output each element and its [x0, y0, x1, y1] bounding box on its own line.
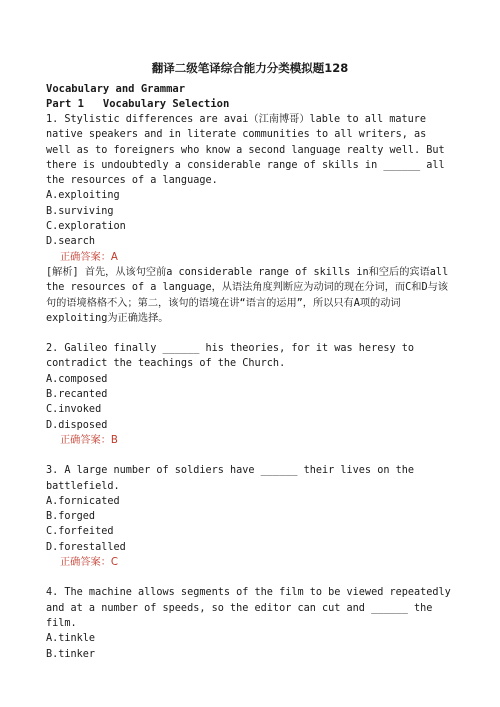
option-d: D.search — [46, 236, 96, 248]
option-a: A.composed — [46, 373, 108, 385]
option-b: B.forged — [46, 511, 96, 523]
answer-label: 正确答案：C — [60, 557, 119, 569]
option-a: A.tinkle — [46, 633, 96, 645]
question-block-3 — [46, 463, 454, 570]
section-heading: Vocabulary and Grammar — [46, 83, 186, 95]
option-c: C.forfeited — [46, 526, 114, 538]
option-b: B.recanted — [46, 389, 108, 401]
part-heading: Part 1 Vocabulary Selection — [46, 98, 230, 110]
question-block-2 — [46, 341, 454, 448]
option-d: D.forestalled — [46, 541, 126, 553]
question-block-4 — [46, 585, 454, 661]
explanation: [解析] 首先，从该句空前a considerable range of skills in和空后的宾语all the resources of a language，从语法角度判断应为动词的现在分词，而C和D与该句的语境格格不入；第二，该句的语境在讲“语言的运用”，所以只有A项的动词exploiting为正确选择。 — [46, 266, 449, 324]
option-c: C.exploration — [46, 221, 126, 233]
option-a: A.exploiting — [46, 190, 120, 202]
option-d: D.disposed — [46, 419, 108, 431]
question-stem: 1. Stylistic differences are avai（江南博哥）lable to all mature native speakers and in literate communities to all writers, as well as to foreigners who know a second language realty well. But there is undoubtedly a considerable range of skills in ______ all the resources of a language. — [46, 114, 445, 187]
option-b: B.tinker — [46, 648, 96, 660]
option-c: C.invoked — [46, 404, 102, 416]
document-title: 翻译二级笔译综合能力分类模拟题128 — [151, 61, 349, 75]
option-a: A.fornicated — [46, 495, 120, 507]
answer-label: 正确答案：A — [60, 251, 118, 263]
question-stem: 4. The machine allows segments of the film to be viewed repeatedly and at a number of speeds, so the editor can cut and ______ the film. — [46, 587, 451, 629]
option-b: B.surviving — [46, 205, 114, 217]
question-stem: 2. Galileo finally ______ his theories, for it was heresy to contradict the teachings of the Church. — [46, 343, 415, 370]
question-stem: 3. A large number of soldiers have ______ their lives on the battlefield. — [46, 465, 415, 492]
answer-label: 正确答案：B — [60, 434, 118, 446]
question-block-1 — [46, 112, 454, 326]
